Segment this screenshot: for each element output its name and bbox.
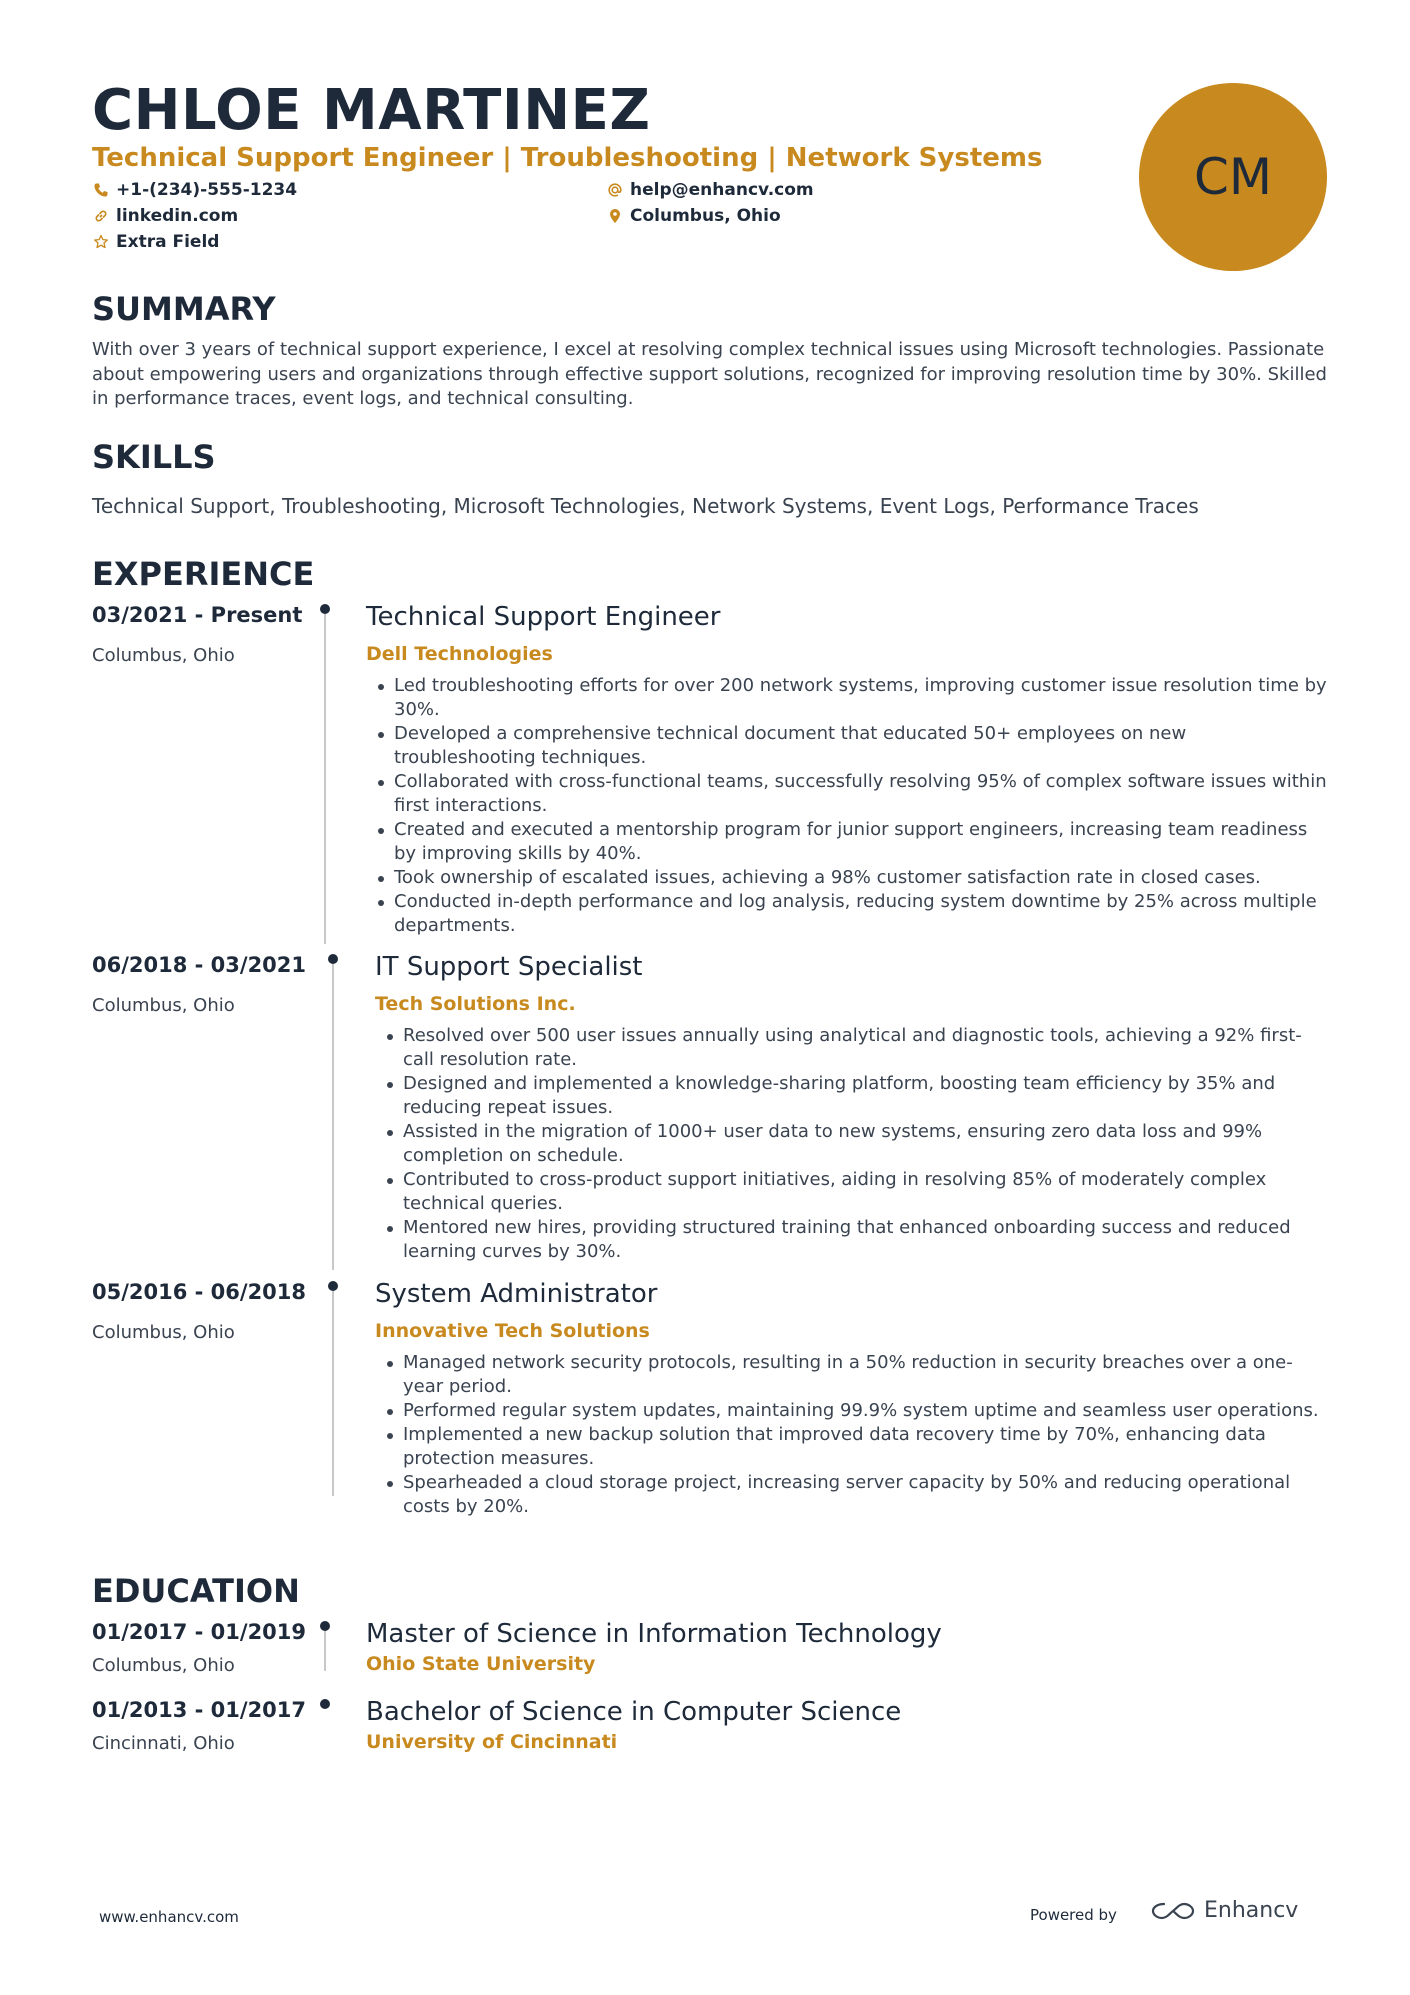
experience-company: Innovative Tech Solutions [375,1320,650,1342]
timeline-dot [320,604,330,614]
experience-company: Tech Solutions Inc. [375,993,576,1015]
contact-location [606,206,781,226]
phone-text: +1-(234)-555-1234 [116,180,298,200]
email-text: help@enhancv.com [630,180,814,200]
experience-location: Columbus, Ohio [92,995,235,1016]
timeline-dot [328,1281,338,1291]
contact-email[interactable] [606,180,814,200]
timeline-dot [320,1699,330,1709]
summary-heading: SUMMARY [92,290,276,328]
star-icon [92,233,110,251]
experience-location: Columbus, Ohio [92,1322,235,1343]
location-text: Columbus, Ohio [630,206,781,226]
education-school: Ohio State University [366,1653,596,1675]
bullet-item: Implemented a new backup solution that improved data recovery time by 70%, enhancing data protection measures. [383,1423,1331,1471]
bullet-item: Mentored new hires, providing structured training that enhanced onboarding success and reduced learning curves by 30%. [383,1216,1331,1264]
experience-bullets [374,674,1329,938]
link-icon [92,207,110,225]
bullet-item: Assisted in the migration of 1000+ user data to new systems, ensuring zero data loss and 99% completion on schedule. [383,1120,1331,1168]
bullet-item: Conducted in-depth performance and log analysis, reducing system downtime by 25% across multiple departments. [374,890,1329,938]
at-icon [606,181,624,199]
experience-dates: 05/2016 - 06/2018 [92,1280,307,1304]
bullet-item: Resolved over 500 user issues annually using analytical and diagnostic tools, achieving a 92% first-call resolution rate. [383,1024,1331,1072]
location-pin-icon [606,207,624,225]
experience-role: Technical Support Engineer [366,602,721,632]
timeline-line [332,1291,334,1496]
brand-name: Enhancv [1204,1898,1299,1923]
powered-by-label: Powered by [1030,1906,1117,1924]
experience-role: System Administrator [375,1279,658,1309]
education-dates: 01/2017 - 01/2019 [92,1620,307,1644]
timeline-dot [320,1621,330,1631]
brand-logo[interactable] [1150,1898,1298,1923]
avatar [1139,83,1327,271]
bullet-item: Performed regular system updates, maintaining 99.9% system uptime and seamless user operations. [383,1399,1331,1423]
experience-bullets [383,1024,1331,1264]
timeline-dot [328,954,338,964]
bullet-item: Spearheaded a cloud storage project, increasing server capacity by 50% and reducing operational costs by 20%. [383,1471,1331,1519]
enhancv-logo-icon [1150,1899,1196,1923]
experience-bullets [383,1351,1331,1519]
linkedin-text: linkedin.com [116,206,239,226]
education-dates: 01/2013 - 01/2017 [92,1698,307,1722]
bullet-item: Developed a comprehensive technical document that educated 50+ employees on new troubleshooting techniques. [374,722,1329,770]
experience-company: Dell Technologies [366,643,553,665]
extra-text: Extra Field [116,232,220,252]
experience-role: IT Support Specialist [375,952,643,982]
education-location: Columbus, Ohio [92,1655,235,1676]
education-heading: EDUCATION [92,1572,300,1610]
experience-dates: 06/2018 - 03/2021 [92,953,307,977]
avatar-initials: CM [1193,148,1273,206]
bullet-item: Took ownership of escalated issues, achieving a 98% customer satisfaction rate in closed cases. [374,866,1329,890]
bullet-item: Managed network security protocols, resulting in a 50% reduction in security breaches over a one-year period. [383,1351,1331,1399]
bullet-item: Collaborated with cross-functional teams, successfully resolving 95% of complex software issues within first interactions. [374,770,1329,818]
bullet-item: Led troubleshooting efforts for over 200 network systems, improving customer issue resolution time by 30%. [374,674,1329,722]
bullet-item: Designed and implemented a knowledge-sharing platform, boosting team efficiency by 35% and reducing repeat issues. [383,1072,1331,1120]
summary-text: With over 3 years of technical support experience, I excel at resolving complex technical issues using Microsoft technologies. Passionate about empowering users and organizations through effective support solutions, recognized for improving resolution time by 30%. Skilled in performance traces, event logs, and technical consulting. [92,339,1327,409]
footer-url[interactable]: www.enhancv.com [99,1908,239,1926]
contact-phone [92,180,297,200]
timeline-line [332,964,334,1270]
phone-icon [92,181,110,199]
bullet-item: Contributed to cross-product support initiatives, aiding in resolving 85% of moderately complex technical queries. [383,1168,1331,1216]
contact-linkedin[interactable] [92,206,238,226]
contact-extra [92,232,219,252]
timeline-line [324,614,326,944]
timeline-line [324,1631,326,1671]
candidate-name: CHLOE MARTINEZ [92,78,651,143]
experience-heading: EXPERIENCE [92,555,315,593]
education-school: University of Cincinnati [366,1731,618,1753]
bullet-item: Created and executed a mentorship program for junior support engineers, increasing team readiness by improving skills by 40%. [374,818,1329,866]
skills-text: Technical Support, Troubleshooting, Microsoft Technologies, Network Systems, Event Logs, Performance Traces [92,494,1199,518]
skills-heading: SKILLS [92,438,216,476]
experience-location: Columbus, Ohio [92,645,235,666]
education-degree: Master of Science in Information Technology [366,1619,942,1649]
education-degree: Bachelor of Science in Computer Science [366,1697,902,1727]
education-location: Cincinnati, Ohio [92,1733,235,1754]
candidate-headline: Technical Support Engineer | Troubleshooting | Network Systems [92,143,1043,173]
experience-dates: 03/2021 - Present [92,603,303,627]
